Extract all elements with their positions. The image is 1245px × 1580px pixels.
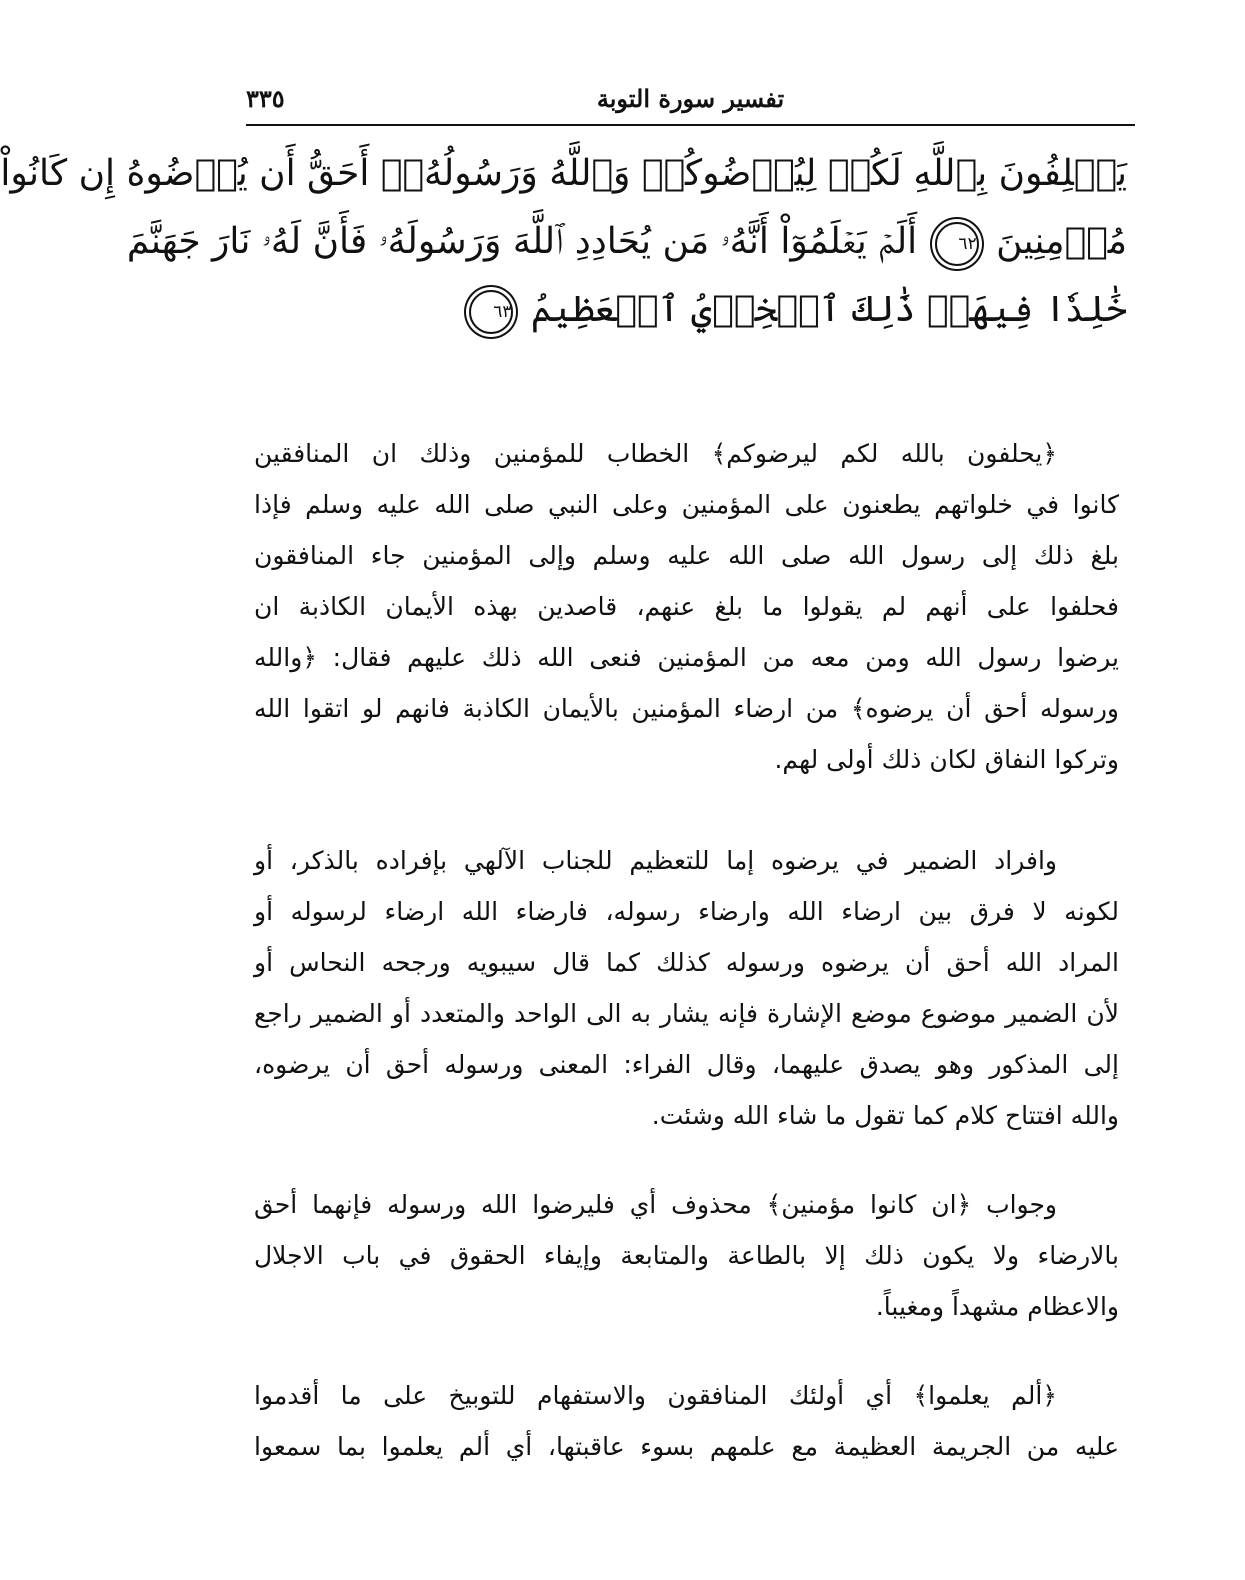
text-line: والاعظام مشهداً ومغيباً. [875, 1292, 1119, 1321]
text-line: يرضوا رسول الله ومن معه من المؤمنين فنعى الله ذلك عليهم فقال: ﴿والله [254, 643, 1119, 672]
text-line: عليه من الجريمة العظيمة مع علمهم بسوء عاقبتها، أي ألم يعلموا بما سمعوا [254, 1432, 1119, 1461]
quran-verses-block [0, 140, 1127, 344]
verse-text: خَٰلِدٗا فِيهَاۚ ذَٰلِكَ ٱلۡخِزۡيُ ٱلۡعَظِيمُ [530, 289, 1127, 330]
page-number: ٣٣٥ [246, 84, 285, 113]
text-line: كانوا في خلواتهم يطعنون على المؤمنين وعلى النبي صلى الله عليه وسلم فإذا [254, 490, 1119, 519]
paragraph [254, 428, 1119, 785]
ayah-number-marker: ٦٣ [469, 290, 513, 334]
surah-title: تفسير سورة التوبة [596, 84, 785, 113]
text-line: بلغ ذلك إلى رسول الله صلى الله عليه وسلم وإلى المؤمنين جاء المنافقون [254, 541, 1119, 570]
paragraph-gap [254, 1141, 1119, 1179]
verse-line [126, 208, 1127, 276]
verse-text: أَلَمۡ يَعۡلَمُوٓاْ أَنَّهُۥ مَن يُحَادِدِ ٱللَّهَ وَرَسُولَهُۥ فَأَنَّ لَهُۥ نَارَ جَهَنَّمَ [126, 221, 918, 262]
verse-line [0, 140, 1127, 208]
ayah-number-marker: ٦٢ [935, 222, 979, 266]
text-line: إلى المذكور وهو يصدق عليهما، وقال الفراء: المعنى ورسوله أحق أن يرضوه، [254, 1050, 1119, 1079]
paragraph-gap [254, 785, 1119, 835]
verse-text: يَحۡلِفُونَ بِٱللَّهِ لَكُمۡ لِيُرۡضُوكُمۡ وَٱللَّهُ وَرَسُولُهُۥٓ أَحَقُّ أَن يُرۡضُوهُ إِن كَانُواْ [0, 153, 1127, 194]
verse-text: مُؤۡمِنِينَ [996, 221, 1127, 262]
text-line: وجواب ﴿ان كانوا مؤمنين﴾ محذوف أي فليرضوا الله ورسوله فإنهما أحق [254, 1190, 1057, 1219]
paragraph-gap [254, 1332, 1119, 1370]
text-line: وافراد الضمير في يرضوه إما للتعظيم للجناب الآلهي بإفراده بالذكر، أو [254, 846, 1057, 875]
text-line: لأن الضمير موضوع موضع الإشارة فإنه يشار به الى الواحد والمتعدد أو الضمير راجع [254, 999, 1119, 1028]
text-line: فحلفوا على أنهم لم يقولوا ما بلغ عنهم، قاصدين بهذه الأيمان الكاذبة ان [254, 592, 1119, 621]
page-header [246, 82, 1135, 122]
text-line: والله افتتاح كلام كما تقول ما شاء الله وشئت. [651, 1101, 1119, 1130]
paragraph [254, 1370, 1119, 1472]
text-line: ﴿ألم يعلموا﴾ أي أولئك المنافقون والاستفهام للتوبيخ على ما أقدموا [254, 1381, 1057, 1410]
text-line: المراد الله أحق أن يرضوه ورسوله كذلك كما قال سيبويه ورجحه النحاس أو [254, 948, 1119, 977]
text-line: بالارضاء ولا يكون ذلك إلا بالطاعة والمتابعة وإيفاء الحقوق في باب الاجلال [254, 1241, 1119, 1270]
paragraph [254, 835, 1119, 1141]
text-line: ورسوله أحق أن يرضوه﴾ من ارضاء المؤمنين بالأيمان الكاذبة فانهم لو اتقوا الله [254, 694, 1119, 723]
paragraph [254, 1179, 1119, 1332]
tafsir-commentary [254, 428, 1119, 1472]
header-divider [246, 124, 1135, 126]
text-line: وتركوا النفاق لكان ذلك أولى لهم. [774, 745, 1119, 774]
text-line: ﴿يحلفون بالله لكم ليرضوكم﴾ الخطاب للمؤمنين وذلك ان المنافقين [254, 439, 1057, 468]
verse-line [244, 276, 1127, 344]
text-line: لكونه لا فرق بين ارضاء الله وارضاء رسوله، فارضاء الله ارضاء لرسوله أو [254, 897, 1119, 926]
